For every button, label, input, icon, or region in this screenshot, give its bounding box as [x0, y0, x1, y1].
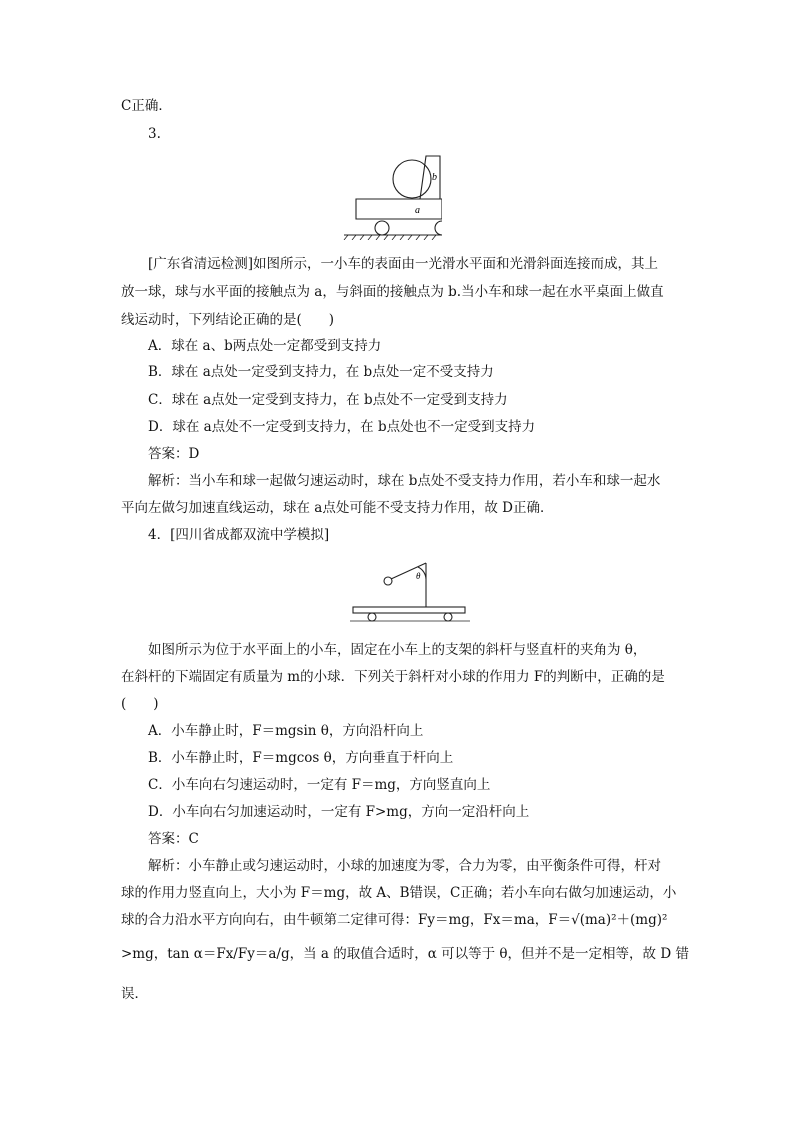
question-3-answer: 答案：D	[148, 446, 200, 462]
question-3-option-b: B．球在 a点处一定受到支持力，在 b点处一定不受支持力	[148, 364, 494, 380]
figure-label-b: b	[432, 172, 437, 183]
question-4-stem-line-2: 在斜杆的下端固定有质量为 m的小球．下列关于斜杆对小球的作用力 F的判断中，正确的是	[121, 669, 665, 685]
question-3-stem-line-1: [广东省清远检测]如图所示，一小车的表面由一光滑水平面和光滑斜面连接而成，其上	[148, 256, 659, 272]
figure-label-theta: θ	[416, 571, 421, 581]
question-4-option-a: A．小车静止时，F＝mgsin θ，方向沿杆向上	[148, 723, 424, 739]
question-3-option-d: D．球在 a点处不一定受到支持力，在 b点处也不一定受到支持力	[148, 419, 536, 435]
question-4-analysis-line-4: >mg，tan α＝Fx/Fy＝a/g，当 a 的取值合适时，α 可以等于 θ，但并不是一定相等，故 D 错	[121, 946, 689, 962]
cart-with-bracket-figure	[350, 557, 470, 627]
question-4-option-c: C．小车向右匀速运动时，一定有 F＝mg，方向竖直向上	[148, 777, 491, 793]
previous-answer-tail: C正确．	[121, 98, 172, 114]
figure-label-a: a	[415, 205, 420, 216]
question-3-analysis-line-1: 解析：当小车和球一起做匀速运动时，球在 b点处不受支持力作用，若小车和球一起水	[148, 473, 661, 489]
question-4-header: 4．[四川省成都双流中学模拟]	[148, 527, 330, 543]
question-3-stem-line-3: 线运动时，下列结论正确的是( )	[121, 312, 335, 328]
question-3-analysis-line-2: 平向左做匀加速直线运动，球在 a点处可能不受支持力作用，故 D正确．	[121, 500, 554, 516]
question-4-analysis-line-1: 解析：小车静止或匀速运动时，小球的加速度为零，合力为零，由平衡条件可得，杆对	[148, 858, 661, 874]
question-4-answer: 答案：C	[148, 831, 199, 847]
question-3-stem-line-2: 放一球，球与水平面的接触点为 a，与斜面的接触点为 b.当小车和球一起在水平桌面上做直	[121, 284, 664, 300]
question-4-stem-line-1: 如图所示为位于水平面上的小车，固定在小车上的支架的斜杆与竖直杆的夹角为 θ，	[148, 642, 647, 658]
question-4-analysis-line-3: 球的合力沿水平方向向右，由牛顿第二定律可得：Fy＝mg，Fx＝ma，F＝√(ma)²＋(mg)²	[121, 912, 668, 928]
question-4-analysis-line-5: 误．	[121, 986, 148, 1002]
question-4-option-d: D．小车向右匀加速运动时，一定有 F>mg，方向一定沿杆向上	[148, 804, 530, 820]
question-3-option-a: A．球在 a、b两点处一定都受到支持力	[148, 338, 382, 354]
question-4-option-b: B．小车静止时，F＝mgcos θ，方向垂直于杆向上	[148, 750, 454, 766]
question-4-stem-line-3: ( )	[121, 696, 159, 712]
cart-with-ball-figure	[342, 154, 442, 240]
question-3-option-c: C．球在 a点处一定受到支持力，在 b点处不一定受到支持力	[148, 392, 508, 408]
question-4-analysis-line-2: 球的作用力竖直向上，大小为 F＝mg，故 A、B错误，C正确；若小车向右做匀加速运动，小	[121, 885, 677, 901]
question-3-number: 3.	[148, 126, 161, 142]
